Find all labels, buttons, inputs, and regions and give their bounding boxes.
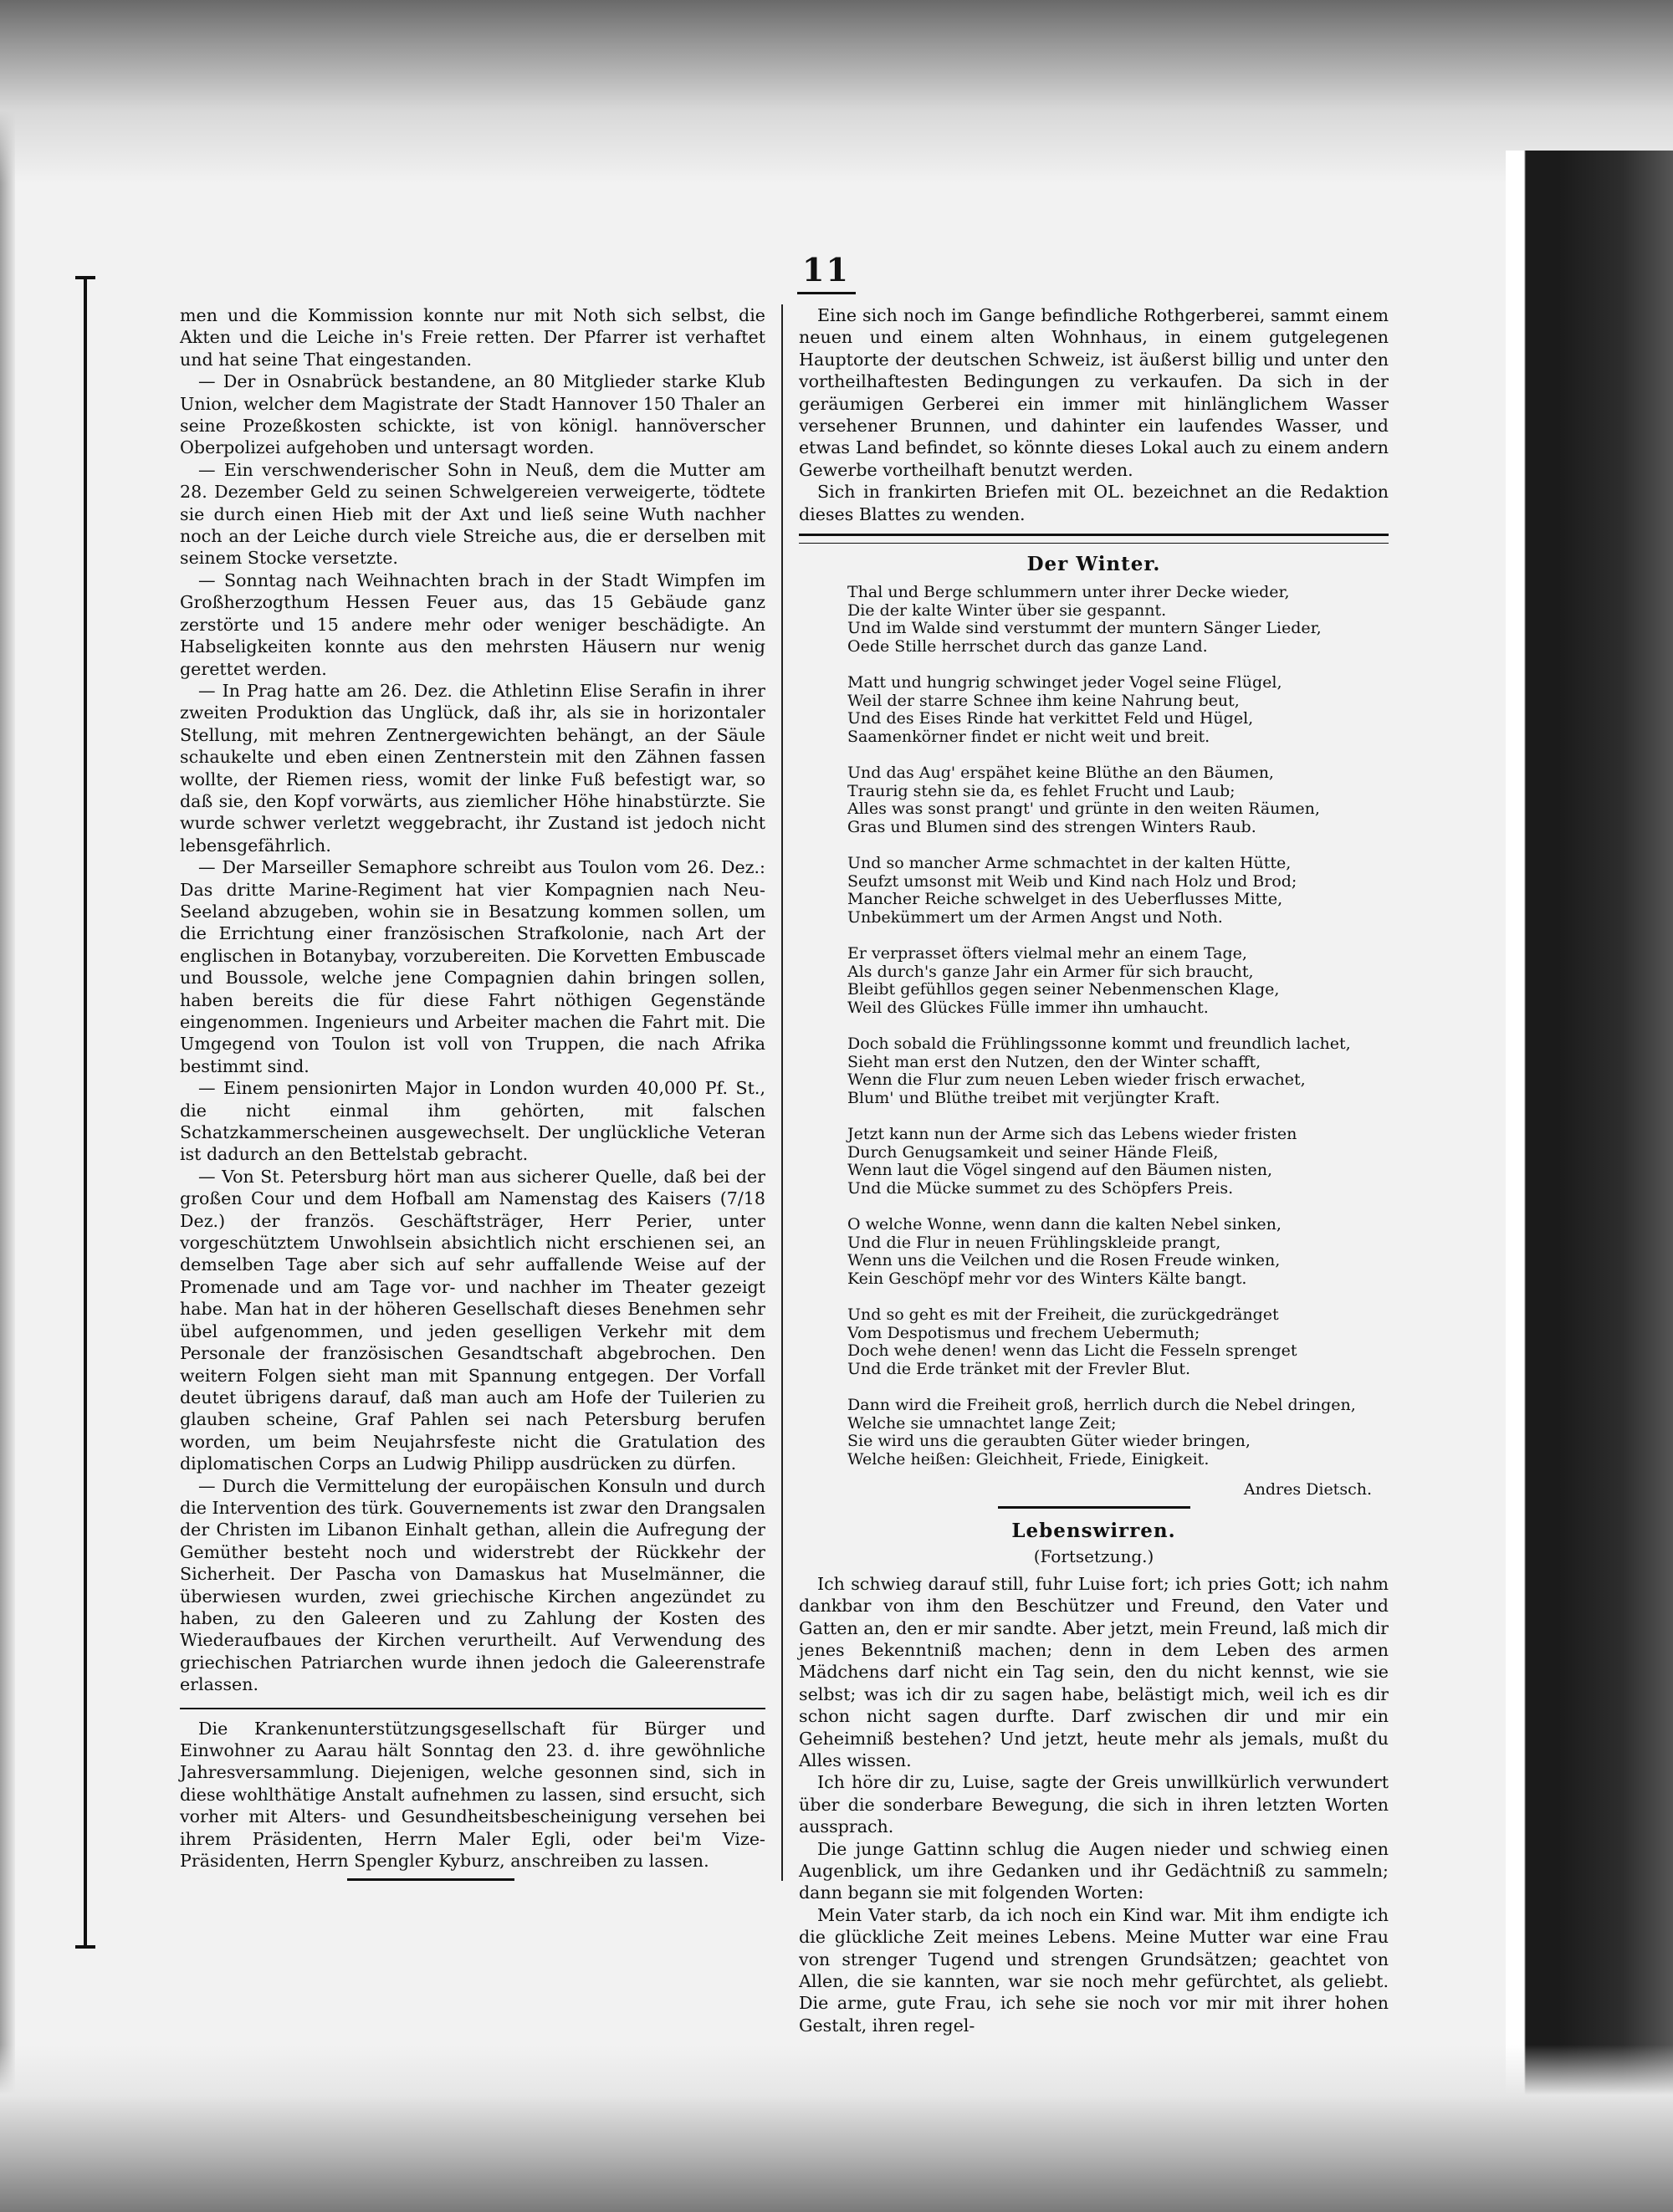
poem-line: Und so mancher Arme schmachtet in der kalten Hütte, (847, 854, 1292, 873)
poem-stanza (847, 1035, 1389, 1107)
poem-line: Dann wird die Freiheit groß, herrlich durch die Nebel dringen, (847, 1396, 1356, 1415)
poem-der-winter (799, 584, 1389, 1469)
poem-line: Saamenkörner findet er nicht weit und breit. (847, 727, 1210, 746)
poem-title: Der Winter. (1026, 553, 1161, 576)
poem-line: Blum' und Blüthe treibet mit verjüngter Kraft. (847, 1088, 1220, 1107)
ad-contact: Sich in frankirten Briefen mit OL. bezeichnet an die Redaktion dieses Blattes zu wenden. (799, 482, 1389, 524)
poem-line: Wenn laut die Vögel singend auf den Bäumen nisten, (847, 1161, 1273, 1180)
story-paragraph: Ich höre dir zu, Luise, sagte der Greis unwillkürlich verwundert über die sonderbare Bewegung, die sich in ihren letzten Worten aussprach. (799, 1772, 1389, 1837)
poem-line: Die der kalte Winter über sie gespannt. (847, 600, 1167, 620)
poem-line: Weil der starre Schnee ihm keine Nahrung beut, (847, 691, 1240, 710)
poem-line: Und die Erde tränket mit der Frevler Blut. (847, 1359, 1191, 1378)
poem-line: Weil des Glückes Fülle immer ihn umhaucht. (847, 998, 1209, 1017)
scan-shadow-bottom (0, 2045, 1673, 2212)
poem-stanza (847, 1216, 1389, 1288)
poem-author: Andres Dietsch. (1243, 1480, 1372, 1499)
scan-shadow-top (0, 0, 1673, 184)
poem-line: Durch Genugsamkeit und seiner Hände Fleiß, (847, 1142, 1219, 1162)
poem-line: Doch sobald die Frühlingssonne kommt und freundlich lachet, (847, 1034, 1351, 1054)
poem-line: Und so geht es mit der Freiheit, die zurückgedränget (847, 1305, 1279, 1325)
poem-line: Traurig stehn sie da, es fehlet Frucht und Laub; (847, 781, 1236, 800)
news-item: — In Prag hatte am 26. Dez. die Athletinn Elise Serafin in ihrer zweiten Produktion das Unglück, daß ihr, als sie in horizontaler Stellung, mit mehren Zentnergewichten behängt, an der Säule schaukelte und eben einen Zentnerstein mit den Zähnen fassen wollte, der Riemen riess, womit der linke Fuß befestigt war, so daß sie, den Kopf vorwärts, aus ziemlicher Höhe hinabstürzte. Sie wurde schwer verletzt weggebracht, ihr Zustand ist jedoch nicht lebensgefährlich. (180, 680, 765, 856)
poem-line: O welche Wonne, wenn dann die kalten Nebel sinken, (847, 1215, 1282, 1234)
notice-krankenunterstuetzung: Die Krankenunterstützungsgesellschaft für Bürger und Einwohner zu Aarau hält Sonntag den 23. d. ihre gewöhnliche Jahresversammlung. Diejenigen, welche gesonnen sind, sich in diese wohlthätige Anstalt aufnehmen zu lassen, sind ersucht, sich vorher mit Alters- und Gesundheitsbescheinigung versehen bei ihrem Präsidenten, Herrn Maler Egli, oder bei'm Vize-Präsidenten, Herrn Spengler Kyburz, anschreiben zu lassen. (180, 1718, 765, 1872)
poem-line: Unbekümmert um der Armen Angst und Noth. (847, 907, 1223, 927)
poem-stanza (847, 584, 1389, 656)
poem-stanza (847, 1306, 1389, 1378)
poem-stanza (847, 1397, 1389, 1469)
end-rule (347, 1878, 514, 1881)
right-column (799, 304, 1389, 2036)
story-subtitle: (Fortsetzung.) (1033, 1546, 1154, 1567)
left-column (180, 304, 765, 1881)
column-divider (781, 304, 783, 1881)
story-paragraph: Ich schwieg darauf still, fuhr Luise fort; ich pries Gott; ich nahm dankbar von ihm den Beschützer und Freund, den Vater und Gatten an, den er mir sandte. Aber jetzt, mein Freund, laß mich dir jenes Bekenntniß machen; denn in dem Leben des armen Mädchens darf nicht ein Tag sein, den du nicht kennst, wie sie selbst; was ich dir zu sagen habe, belästigt mich, weil ich es dir schon nicht sagen durfte. Darf zwischen dir und mir ein Geheimniß bestehen? Und jetzt, heute mehr als jemals, mußt du Alles wissen. (799, 1573, 1389, 1770)
page-number-text: 11 (802, 251, 850, 289)
poem-line: Er verprasset öfters vielmal mehr an einem Tage, (847, 944, 1247, 963)
poem-line: Und des Eises Rinde hat verkittet Feld und Hügel, (847, 709, 1254, 728)
poem-line: Und das Aug' erspähet keine Blüthe an den Bäumen, (847, 764, 1274, 783)
news-item: — Der Marseiller Semaphore schreibt aus Toulon vom 26. Dez.: Das dritte Marine-Regiment hat vier Kompagnien nach Neu-Seeland abzugeben, wohin sie in Besatzung kommen sollen, um die Errichtung einer französischen Strafkolonie, nach Art der englischen in Botanybay, vorzubereiten. Die Korvetten Embuscade und Boussole, welche jene Compagnien dahin bringen sollen, haben bereits die für diese Fahrt nöthigen Gegenstände eingenommen. Ingenieurs und Arbeiter machen die Fahrt mit. Die Umgegend von Toulon ist voll von Truppen, die nach Afrika bestimmt sind. (180, 857, 765, 1076)
double-rule (799, 534, 1389, 544)
section-rule (998, 1506, 1190, 1509)
page-number (180, 251, 1472, 294)
poem-line: Thal und Berge schlummern unter ihrer Decke wieder, (847, 583, 1290, 602)
poem-line: Bleibt gefühllos gegen seiner Nebenmenschen Klage, (847, 980, 1280, 999)
news-item: — Der in Osnabrück bestandene, an 80 Mitglieder starke Klub Union, welcher dem Magistrate der Stadt Hannover 150 Thaler an seine Prozeßkosten schickte, ist von königl. hannöverscher Oberpolizei aufgehoben und untersagt worden. (180, 371, 765, 458)
poem-line: Sieht man erst den Nutzen, den der Winter schafft, (847, 1052, 1261, 1071)
story-paragraph: Mein Vater starb, da ich noch ein Kind war. Mit ihm endigte ich die glückliche Zeit meines Lebens. Meine Mutter war eine Frau von strenger Tugend und strengen Grundsätzen; geachtet von Allen, die sie kannten, war sie noch mehr gefürchtet, als geliebt. Die arme, gute Frau, ich sehe sie noch vor mir mit ihrer hohen Gestalt, ihren regel- (799, 1904, 1389, 2036)
poem-line: Matt und hungrig schwinget jeder Vogel seine Flügel, (847, 673, 1282, 692)
poem-line: Welche heißen: Gleichheit, Friede, Einigkeit. (847, 1449, 1210, 1469)
poem-stanza (847, 855, 1389, 927)
poem-line: Und im Walde sind verstummt der muntern Sänger Lieder, (847, 619, 1322, 638)
poem-line: Und die Flur in neuen Frühlingskleide prangt, (847, 1233, 1221, 1252)
poem-line: Alles was sonst prangt' und grünte in den weiten Räumen, (847, 799, 1320, 819)
newspaper-page (180, 251, 1472, 2036)
news-item: — Von St. Petersburg hört man aus sicherer Quelle, daß bei der großen Cour und dem Hofball am Namenstag des Kaisers (7/18 Dez.) der französ. Geschäftsträger, Herr Perier, unter vorgeschütztem Unwohlsein absichtlich nicht erschienen sei, an demselben Tage aber sich auf sehr auffallende Weise auf der Promenade und am Tage vor- und nachher im Theater gezeigt habe. Man hat in der höheren Gesellschaft dieses Benehmen sehr übel aufgenommen, und jeden geselligen Verkehr mit dem Personale der französischen Gesandtschaft abgebrochen. Den weitern Folgen sieht man mit Spannung entgegen. Der Vorfall deutet übrigens darauf, daß man auch am Hofe der Tuilerien zu glauben scheine, Graf Pahlen sei nach Petersburg berufen worden, um beim Neujahrsfeste nicht die Gratulation des diplomatischen Corps an Ludwig Philipp ausdrücken zu dürfen. (180, 1166, 765, 1474)
poem-line: Wenn uns die Veilchen und die Rosen Freude winken, (847, 1251, 1281, 1270)
scan-shadow-right (1506, 151, 1673, 2107)
poem-line: Seufzt umsonst mit Weib und Kind nach Holz und Brod; (847, 871, 1297, 891)
poem-line: Vom Despotismus und frechem Uebermuth; (847, 1323, 1200, 1342)
poem-line: Welche sie umnachtet lange Zeit; (847, 1413, 1117, 1433)
poem-line: Jetzt kann nun der Arme sich das Lebens wieder fristen (847, 1125, 1297, 1144)
poem-line: Wenn die Flur zum neuen Leben wieder frisch erwachet, (847, 1070, 1306, 1090)
poem-stanza (847, 674, 1389, 746)
poem-stanza (847, 764, 1389, 836)
poem-line: Kein Geschöpf mehr vor des Winters Kälte bangt. (847, 1269, 1247, 1288)
poem-stanza (847, 1126, 1389, 1198)
ad-rothgerberei: Eine sich noch im Gange befindliche Rothgerberei, sammt einem neuen und einem alten Wohnhaus, in einem gutgelegenen Hauptorte der deutschen Schweiz, ist äußerst billig und unter den vortheilhaftesten Bedingungen zu verkaufen. Da sich in der geräumigen Gerberei ein immer mit hinlänglichem Wasser versehener Brunnen, und dahinter ein laufendes Wasser, und etwas Land befindet, so könnte dieses Lokal auch zu einem andern Gewerbe vortheilhaft benutzt werden. (799, 305, 1389, 480)
news-item: — Sonntag nach Weihnachten brach in der Stadt Wimpfen im Großherzogthum Hessen Feuer aus, das 15 Gebäude ganz zerstörte und 15 andere mehr oder weniger beschädigte. An Habseligkeiten konnte aus den mehrsten Häusern nur wenig gerettet werden. (180, 570, 765, 679)
poem-line: Sie wird uns die geraubten Güter wieder bringen, (847, 1432, 1251, 1451)
news-item: men und die Kommission konnte nur mit Noth sich selbst, die Akten und die Leiche in's Freie retten. Der Pfarrer ist verhaftet und hat seine That eingestanden. (180, 305, 765, 370)
story-title: Lebenswirren. (1011, 1519, 1176, 1542)
poem-line: Mancher Reiche schwelget in des Ueberflusses Mitte, (847, 890, 1283, 909)
poem-line: Gras und Blumen sind des strengen Winters Raub. (847, 817, 1256, 836)
poem-line: Doch wehe denen! wenn das Licht die Fesseln sprenget (847, 1341, 1297, 1361)
poem-line: Oede Stille herrschet durch das ganze Land. (847, 636, 1208, 656)
poem-stanza (847, 945, 1389, 1017)
story-paragraph: Die junge Gattinn schlug die Augen nieder und schwieg einen Augenblick, um ihre Gedanken und ihr Gedächtniß zu sammeln; dann begann sie mit folgenden Worten: (799, 1838, 1389, 1903)
news-item: — Einem pensionirten Major in London wurden 40,000 Pf. St., die nicht einmal ihm gehörten, mit falschen Schatzkammerscheinen ausgewechselt. Der unglückliche Veteran ist dadurch an den Bettelstab gebracht. (180, 1078, 765, 1165)
scan-left-edge (0, 50, 15, 2141)
poem-line: Als durch's ganze Jahr ein Armer für sich braucht, (847, 962, 1254, 981)
page-number-rule (797, 292, 856, 294)
news-item: — Ein verschwenderischer Sohn in Neuß, dem die Mutter am 28. Dezember Geld zu seinen Schwelgereien verweigerte, tödtete sie durch einen Hieb mit der Axt und ließ seine Wuth nachher noch an der Leiche durch viele Streiche aus, die er derselben mit seinem Stocke versetzte. (180, 459, 765, 569)
section-rule (180, 1708, 765, 1709)
poem-line: Und die Mücke summet zu des Schöpfers Preis. (847, 1178, 1234, 1198)
binding-bracket (84, 276, 87, 1949)
news-item: — Durch die Vermittelung der europäischen Konsuln und durch die Intervention des türk. Gouvernements ist zwar den Drangsalen der Christen im Libanon Einhalt gethan, allein die Aufregung der Gemüther besteht noch und widerstrebt der Rückkehr der Sicherheit. Der Pascha von Damaskus hat Muselmänner, die überwiesen wurden, zwei griechische Kirchen angezündet zu haben, zu den Galeeren und zu Zahlung der Kosten des Wiederaufbaues der Kirchen verurtheilt. Auf Verwendung des griechischen Patriarchen wurde ihnen jedoch die Galeerenstrafe erlassen. (180, 1475, 765, 1695)
